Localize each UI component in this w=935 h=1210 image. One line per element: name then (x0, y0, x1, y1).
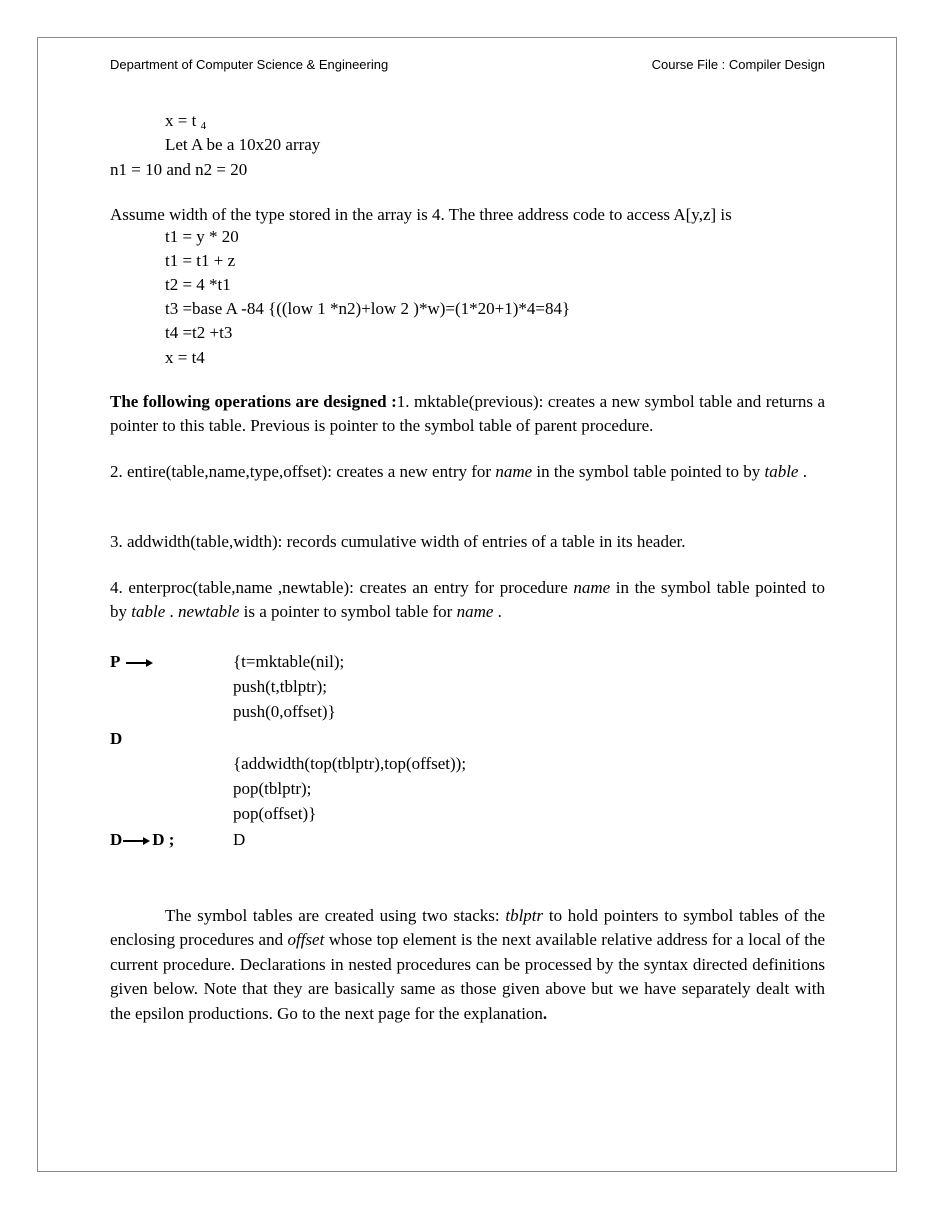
code-line: x = t4 (165, 348, 205, 367)
code-line: t1 = y * 20 (165, 227, 239, 246)
line-n1-n2: n1 = 10 and n2 = 20 (110, 160, 248, 179)
operation-3-paragraph: 3. addwidth(table,width): records cumulative width of entries of a table in its header. (110, 532, 686, 551)
operation-2-paragraph: 2. entire(table,name,type,offset): creates a new entry for name in the symbol table pointed to by table . (110, 462, 807, 481)
grammar-action-line: pop(offset)} (233, 804, 317, 823)
code-line: t4 =t2 +t3 (165, 323, 233, 342)
code-line: t2 = 4 *t1 (165, 275, 231, 294)
operations-intro-paragraph: The following operations are designed :1. mktable(previous): creates a new symbol table and returns a pointer to this table. Previous is pointer to the symbol table of parent procedure. (110, 392, 826, 436)
operation-4-paragraph: 4. enterproc(table,name ,newtable): creates an entry for procedure name in the symbol table pointed to by table . newtable is a pointer to symbol table for name . (110, 578, 826, 622)
grammar-action-line: push(0,offset)} (233, 702, 336, 721)
operations-heading: The following operations are designed : (110, 392, 397, 411)
grammar-p-production: P (110, 652, 154, 672)
grammar-action-line: D (233, 830, 246, 849)
grammar-action-line: pop(tblptr); (233, 779, 312, 798)
line-assume-width: Assume width of the type stored in the array is 4. The three address code to access A[y,z] is (110, 205, 732, 224)
right-arrow-icon (122, 836, 152, 846)
line-x-equals-t4: x = t 4 (165, 111, 207, 132)
grammar-action-line: push(t,tblptr); (233, 677, 327, 696)
header-department: Department of Computer Science & Engineering (110, 57, 389, 72)
line-let-a: Let A be a 10x20 array (165, 135, 321, 154)
code-line: t1 = t1 + z (165, 251, 236, 270)
header-course-file: Course File : Compiler Design (651, 57, 825, 72)
closing-paragraph: The symbol tables are created using two stacks: tblptr to hold pointers to symbol tables of the enclosing procedures and offset whose top element is the next available relative address for a local of the current procedure. Declarations in nested procedures can be processed by the syntax directed definitions given below. Note that they are basically same as those given above but we have separately dealt with the epsilon productions. Go to the next page for the explanation. (110, 906, 825, 1023)
right-arrow-icon (124, 658, 154, 668)
grammar-action-line: {addwidth(top(tblptr),top(offset)); (233, 754, 467, 773)
grammar-action-line: {t=mktable(nil); (233, 652, 345, 671)
code-line: t3 =base A -84 {((low 1 *n2)+low 2 )*w)=(1*20+1)*4=84} (165, 299, 571, 318)
grammar-d-label: D (110, 729, 123, 748)
grammar-dd-production: D D ; (110, 830, 175, 849)
